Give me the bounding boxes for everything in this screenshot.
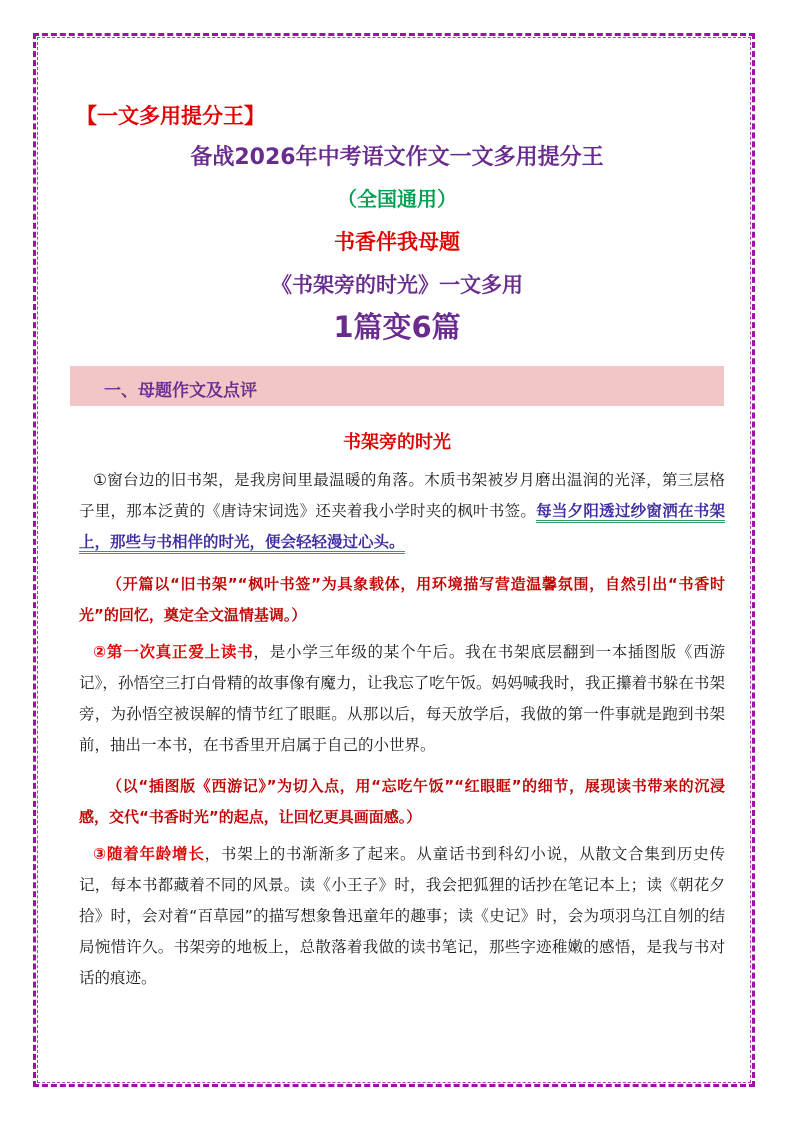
paragraph-3-lead: ③随着年龄增长 [93,845,205,863]
comment-1: （开篇以“旧书架”“枫叶书签”为具象载体，用环境描写营造温馨氛围，自然引出“书香时光”的回忆，奠定全文温情基调。） [79,575,725,624]
essay-title: 书架旁的时光 [343,432,451,453]
scope-subtitle: （全国通用） [337,187,457,211]
paragraph-2-lead: ②第一次真正爱上读书 [93,643,254,661]
paragraph-1-highlight: 每当夕阳透过纱窗洒在书架上，那些与书相伴的时光，便会轻轻漫过心头。 [79,502,725,554]
essay-paragraph-1 [79,465,725,558]
article-title: 《书架旁的时光》一文多用 [271,273,523,297]
comment-2: （以“插图版《西游记》”为切入点，用“忘吃午饭”“红眼眶”的细节，展现读书带来的沉浸感，交代“书香时光”的起点，让回忆更具画面感。） [79,777,725,826]
series-tag: 【一文多用提分王】 [76,104,265,128]
essay-paragraph-2 [79,637,725,761]
main-title: 备战2026年中考语文作文一文多用提分王 [190,145,604,170]
paragraph-3-text: ，书架上的书渐渐多了起来。从童话书到科幻小说，从散文合集到历史传记，每本书都藏着不同的风景。读《小王子》时，我会把狐狸的话抄在笔记本上；读《朝花夕拾》时，会对着“百草园”的描写想象鲁迅童年的趣事；读《史记》时，会为项羽乌江自刎的结局惋惜许久。书架旁的地板上，总散落着我做的读书笔记，那些字迹稚嫩的感悟，是我与书对话的痕迹。 [79,845,725,987]
section-label: 一、母题作文及点评 [104,381,257,401]
paragraph-2-text: ，是小学三年级的某个午后。我在书架底层翻到一本插图版《西游记》，孙悟空三打白骨精的故事像有魔力，让我忘了吃午饭。妈妈喊我时，我正攥着书躲在书架旁，为孙悟空被误解的情节红了眼眶。从那以后，每天放学后，我做的第一件事就是跑到书架前，抽出一本书，在书香里开启属于自己的小世界。 [79,643,725,754]
theme-title: 书香伴我母题 [334,230,460,254]
essay-paragraph-3 [79,839,725,994]
paragraph-1-text: ①窗台边的旧书架，是我房间里最温暖的角落。木质书架被岁月磨出温润的光泽，第三层格子里，那本泛黄的《唐诗宋词选》还夹着我小学时夹的枫叶书签。 [79,471,725,520]
count-title: 1篇变6篇 [333,310,461,344]
